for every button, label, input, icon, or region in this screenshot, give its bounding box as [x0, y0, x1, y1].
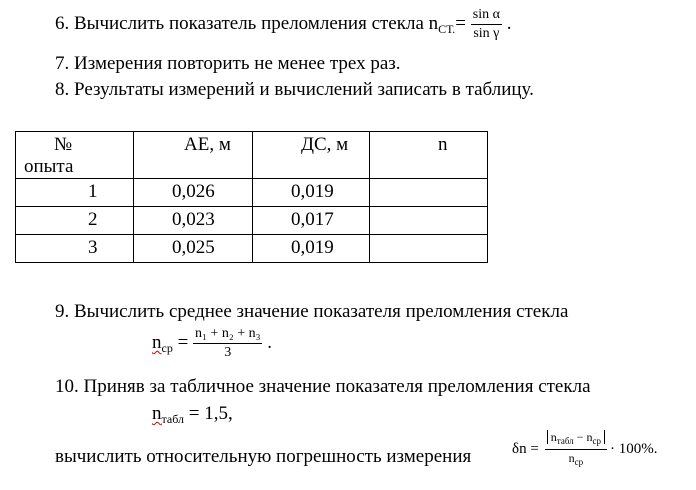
mean-numerator: n₁ + n₂ + n₃: [193, 326, 262, 344]
table-row: [16, 235, 488, 263]
step-8: 8. Результаты измерений и вычислений записать в таблицу.: [55, 79, 534, 100]
cell-dc: 0,017: [253, 207, 370, 235]
step-6-text: 6. Вычислить показатель преломления стекла n: [55, 12, 439, 34]
formula-numerator: sin α: [471, 7, 502, 25]
table-header-row: [16, 132, 488, 179]
table-value: [152, 403, 233, 430]
cell-no: 1: [16, 179, 134, 207]
mean-formula: [152, 326, 272, 361]
step-10-calc: вычислить относительную погрешность измерения: [55, 446, 472, 467]
cell-n: [370, 179, 488, 207]
cell-no: 3: [16, 235, 134, 263]
header-ae: АЕ, м: [134, 132, 253, 179]
cell-dc: 0,019: [253, 179, 370, 207]
table-row: [16, 179, 488, 207]
cell-dc: 0,019: [253, 235, 370, 263]
cell-ae: 0,026: [134, 179, 253, 207]
mean-denominator: 3: [224, 345, 232, 360]
results-table: [15, 131, 488, 263]
table-value-lhs: $n_{табл}$: [152, 403, 185, 426]
sin-ratio-formula: [471, 7, 502, 42]
cell-ae: 0,025: [134, 235, 253, 263]
error-denominator: $n_{ср}$: [568, 451, 584, 467]
step-6-end: .: [506, 12, 512, 34]
header-number-line1: №: [54, 134, 73, 155]
mean-lhs: $n_{ср}$: [152, 331, 173, 355]
delta-lhs: δn =: [512, 441, 539, 457]
step-6: [55, 7, 511, 42]
formula-denominator: sin γ: [473, 26, 500, 41]
header-dc: ДС, м: [253, 132, 370, 179]
step-7: 7. Измерения повторить не менее трех раз.: [55, 53, 401, 74]
step-6-sub: СТ.: [438, 21, 456, 36]
cell-no: 2: [16, 207, 134, 235]
header-number: [16, 132, 134, 179]
header-n: n: [370, 132, 488, 179]
cell-n: [370, 207, 488, 235]
error-numerator: $n_{табл} - n_{ср}$: [545, 430, 607, 450]
table-row: [16, 207, 488, 235]
step-6-eq: =: [455, 12, 466, 34]
mean-fraction: [193, 326, 262, 361]
mean-eq: =: [177, 331, 189, 353]
step-9: 9. Вычислить среднее значение показателя преломления стекла: [55, 301, 569, 322]
cell-ae: 0,023: [134, 207, 253, 235]
cell-n: [370, 235, 488, 263]
header-number-line2: опыта: [24, 156, 74, 177]
error-tail: · 100%.: [609, 441, 658, 457]
step-10: 10. Приняв за табличное значение показателя преломления стекла: [55, 376, 591, 397]
table-value-number: = 1,5,: [188, 403, 233, 424]
mean-end: .: [267, 331, 272, 353]
error-fraction: [545, 430, 607, 469]
relative-error-formula: [512, 430, 657, 469]
